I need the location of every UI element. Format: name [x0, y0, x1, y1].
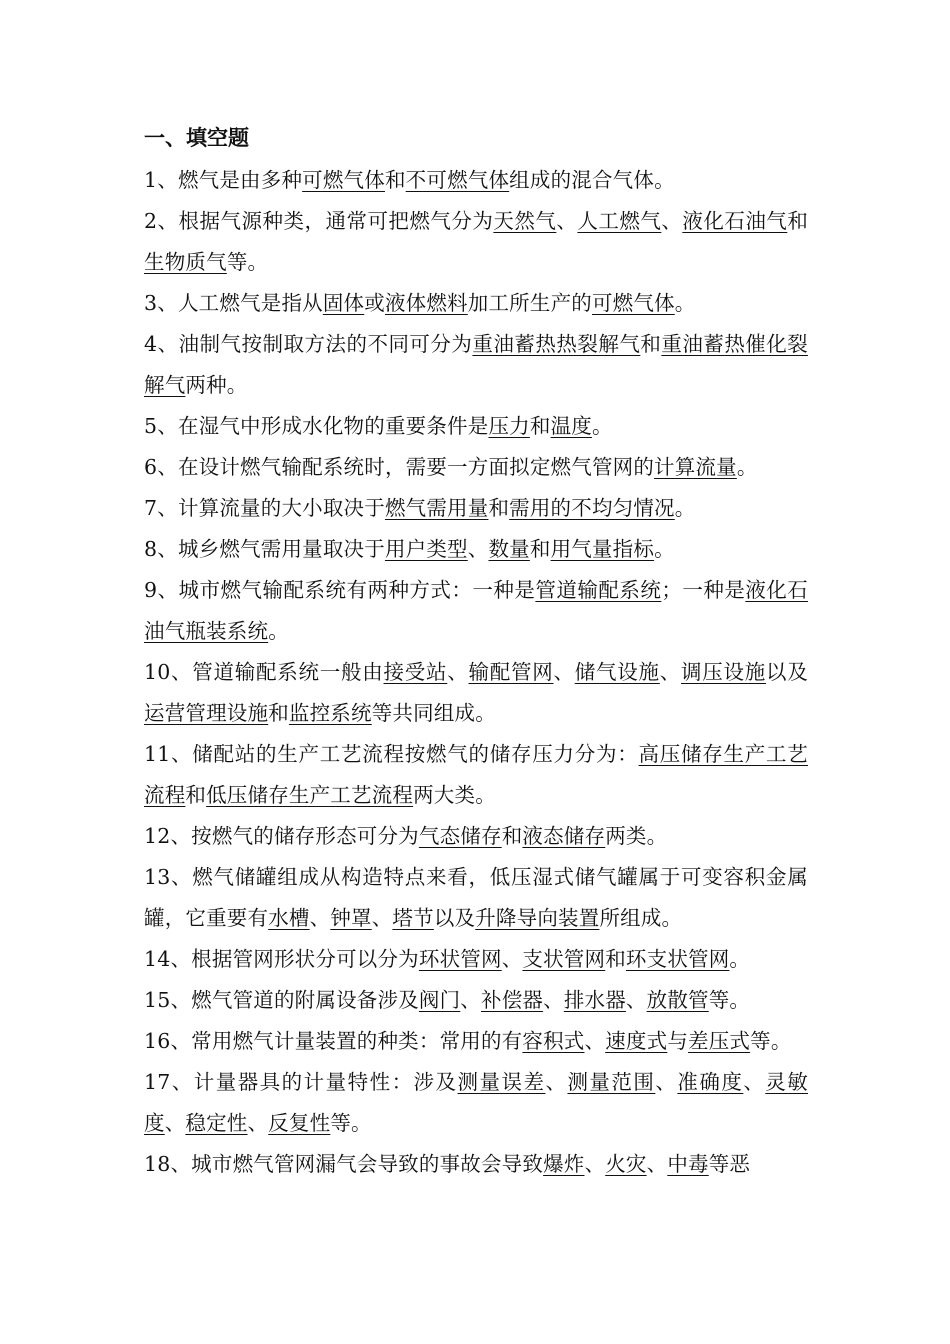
answer-blank: 生物质气 [144, 250, 227, 274]
answer-blank: 爆炸 [543, 1152, 585, 1176]
question-item [144, 406, 808, 447]
question-item [144, 324, 808, 406]
answer-blank: 测量误差 [457, 1070, 546, 1094]
question-text: 14、根据管网形状分可以分为 [144, 947, 419, 971]
question-text: 和 [787, 209, 809, 233]
answer-blank: 稳定性 [185, 1111, 248, 1135]
question-text: 和 [640, 332, 662, 356]
question-item [144, 1144, 808, 1185]
answer-blank: 运营管理设施 [144, 701, 269, 725]
question-text: 等共同组成。 [371, 701, 496, 725]
answer-blank: 测量范围 [567, 1070, 656, 1094]
question-text: 所组成。 [599, 906, 683, 930]
question-text: 5、在湿气中形成水化物的重要条件是 [144, 414, 489, 438]
question-text: 2、根据气源种类，通常可把燃气分为 [144, 209, 494, 233]
question-item [144, 939, 808, 980]
question-text: 等。 [330, 1111, 372, 1135]
question-text: 、 [584, 1029, 606, 1053]
answer-blank: 放散管 [646, 988, 709, 1012]
question-text: 、 [556, 209, 578, 233]
question-text: 和 [529, 414, 551, 438]
question-text: 。 [591, 414, 613, 438]
question-text: 17、计量器具的计量特性：涉及 [144, 1070, 458, 1094]
answer-blank: 容积式 [522, 1029, 585, 1053]
question-text: 18、城市燃气管网漏气会导致的事故会导致 [144, 1152, 544, 1176]
question-item [144, 1062, 808, 1144]
answer-blank: 塔节 [392, 906, 434, 930]
question-item [144, 570, 808, 652]
question-text: 、 [584, 1152, 606, 1176]
answer-blank: 气态储存 [418, 824, 502, 848]
question-text: 等恶 [708, 1152, 751, 1176]
question-item [144, 529, 808, 570]
question-text: 等。 [708, 988, 751, 1012]
question-text: 以及 [766, 660, 808, 684]
question-text: 。 [674, 496, 696, 520]
question-text: 、 [164, 1111, 186, 1135]
answer-blank: 调压设施 [681, 660, 767, 684]
question-item [144, 734, 808, 816]
question-text: 以及 [433, 906, 476, 930]
question-text: 16、常用燃气计量装置的种类：常用的有 [144, 1029, 523, 1053]
question-text: 8、城乡燃气需用量取决于 [144, 537, 385, 561]
answer-blank: 液体燃料 [384, 291, 468, 315]
question-item [144, 816, 808, 857]
answer-blank: 可燃气体 [302, 168, 385, 192]
question-text: 、 [309, 906, 331, 930]
question-item [144, 201, 808, 283]
question-text: 两类。 [605, 824, 668, 848]
question-text: 15、燃气管道的附属设备涉及 [144, 988, 419, 1012]
answer-blank: 需用的不均匀情况 [509, 496, 675, 520]
question-text: 1、燃气是由多种 [144, 168, 303, 192]
question-text: 。 [729, 947, 751, 971]
question-item [144, 857, 808, 939]
answer-blank: 重油蓄热热裂解气 [472, 332, 641, 356]
answer-blank: 液化石油气瓶装系统 [144, 578, 808, 643]
answer-blank: 温度 [550, 414, 592, 438]
question-text: 4、油制气按制取方法的不同可分为 [144, 332, 473, 356]
answer-blank: 液态储存 [522, 824, 606, 848]
question-text: 。 [736, 455, 758, 479]
question-item [144, 283, 808, 324]
question-text: 、 [460, 988, 481, 1012]
answer-blank: 火灾 [605, 1152, 647, 1176]
answer-blank: 不可燃气体 [405, 168, 510, 192]
question-text: 两种。 [185, 373, 248, 397]
question-text: 和 [185, 783, 207, 807]
question-text: 。 [674, 291, 696, 315]
question-text: 。 [654, 537, 675, 561]
answer-blank: 接受站 [383, 660, 448, 684]
answer-blank: 环状管网 [418, 947, 502, 971]
answer-blank: 重油蓄热催化裂解气 [144, 332, 808, 397]
answer-blank: 支状管网 [522, 947, 606, 971]
answer-blank: 环支状管网 [625, 947, 730, 971]
answer-blank: 用气量指标 [550, 537, 655, 561]
question-text: 、 [743, 1070, 766, 1094]
answer-blank: 固体 [322, 291, 365, 315]
answer-blank: 压力 [488, 414, 530, 438]
answer-blank: 用户类型 [384, 537, 468, 561]
answer-blank: 升降导向装置 [475, 906, 600, 930]
answer-blank: 数量 [488, 537, 530, 561]
question-text: 3、人工燃气是指从 [144, 291, 323, 315]
answer-blank: 液化石油气 [682, 209, 788, 233]
question-text: 6、在设计燃气输配系统时，需要一方面拟定燃气管网的 [144, 455, 655, 479]
question-text: 和 [488, 496, 510, 520]
question-text: 、 [625, 988, 647, 1012]
answer-blank: 准确度 [677, 1070, 744, 1094]
question-text: 、 [247, 1111, 269, 1135]
question-text: 9、城市燃气输配系统有两种方式：一种是 [144, 578, 536, 602]
answer-blank: 水槽 [268, 906, 310, 930]
question-text: 、 [655, 1070, 678, 1094]
question-text: 、 [501, 947, 523, 971]
answer-blank: 速度式 [605, 1029, 668, 1053]
question-item [144, 160, 808, 201]
question-list [144, 160, 808, 1185]
question-text: ；一种是 [661, 578, 746, 602]
answer-blank: 低压储存生产工艺流程 [206, 783, 414, 807]
question-text: 、 [659, 660, 682, 684]
question-text: 7、计算流量的大小取决于 [144, 496, 385, 520]
answer-blank: 天然气 [493, 209, 557, 233]
question-text: 加工所生产的 [467, 291, 592, 315]
answer-blank: 灵敏度 [144, 1070, 808, 1135]
question-text: 组成的混合气体。 [509, 168, 675, 192]
question-text: 11、储配站的生产工艺流程按燃气的储存压力分为： [144, 742, 639, 766]
answer-blank: 高压储存生产工艺流程 [144, 742, 808, 807]
question-item [144, 980, 808, 1021]
answer-blank: 反复性 [268, 1111, 331, 1135]
question-item [144, 1021, 808, 1062]
answer-blank: 监控系统 [288, 701, 372, 725]
question-text: 、 [371, 906, 393, 930]
question-text: 和 [529, 537, 551, 561]
question-text: 和 [268, 701, 289, 725]
question-text: 和 [501, 824, 523, 848]
question-text: 、 [543, 988, 564, 1012]
answer-blank: 中毒 [667, 1152, 709, 1176]
answer-blank: 计算流量 [654, 455, 737, 479]
question-text: 13、燃气储罐组成从构造特点来看，低压湿式储气罐属于可变容积金属罐，它重要有 [144, 865, 808, 930]
question-text: 两大类。 [413, 783, 496, 807]
question-item [144, 652, 808, 734]
answer-blank: 储气设施 [574, 660, 660, 684]
answer-blank: 管道输配系统 [535, 578, 662, 602]
question-item [144, 447, 808, 488]
question-text: 或 [364, 291, 385, 315]
answer-blank: 燃气需用量 [384, 496, 489, 520]
question-text: 、 [467, 537, 489, 561]
answer-blank: 人工燃气 [577, 209, 662, 233]
section-title: 一、填空题 [144, 126, 249, 150]
question-text: 等。 [750, 1029, 792, 1053]
question-text: 等。 [226, 250, 269, 274]
question-text: 、 [447, 660, 469, 684]
question-text: 12、按燃气的储存形态可分为 [144, 824, 419, 848]
question-text: 、 [553, 660, 575, 684]
answer-blank: 阀门 [418, 988, 461, 1012]
question-text: 10、管道输配系统一般由 [144, 660, 384, 684]
question-text: 、 [646, 1152, 668, 1176]
question-text: 和 [605, 947, 626, 971]
answer-blank: 输配管网 [468, 660, 554, 684]
question-text: 、 [545, 1070, 568, 1094]
answer-blank: 钟罩 [330, 906, 372, 930]
question-text: 。 [268, 619, 289, 643]
answer-blank: 可燃气体 [591, 291, 675, 315]
question-item [144, 488, 808, 529]
question-text: 与 [667, 1029, 689, 1053]
answer-blank: 补偿器 [481, 988, 544, 1012]
answer-blank: 排水器 [563, 988, 626, 1012]
question-text: 和 [384, 168, 406, 192]
answer-blank: 差压式 [688, 1029, 751, 1053]
question-text: 、 [661, 209, 683, 233]
